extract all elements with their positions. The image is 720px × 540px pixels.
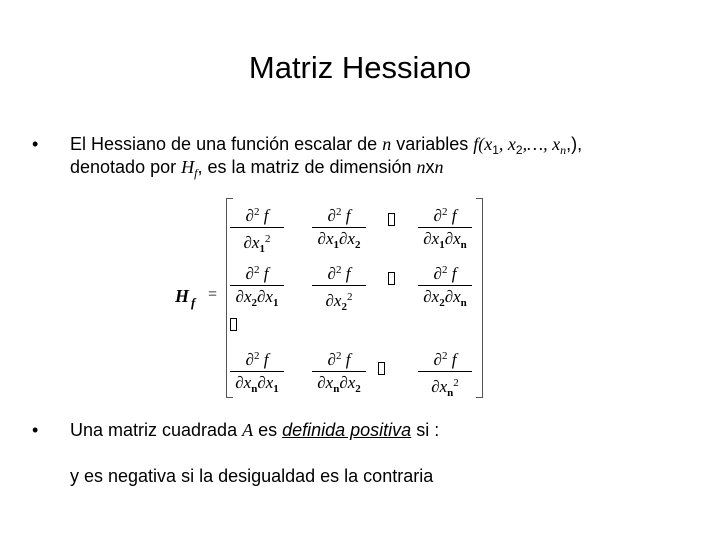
sub-2: 2 — [515, 143, 523, 157]
missing-glyph-box — [378, 362, 385, 375]
var-n: n — [416, 157, 426, 177]
bullet-dot: • — [32, 420, 39, 440]
bullet-text-line2 — [70, 156, 444, 184]
negative-note-text: y es negativa si la desigualdad es la contraria — [70, 466, 434, 486]
text: es — [253, 420, 283, 440]
entry-nn: ∂$^2$ f $\partial x_n^2$ — [414, 346, 476, 403]
entry-1n: ∂$^2$ f $\partial x_1\partial x_n$ — [414, 202, 476, 255]
var-n: n — [434, 157, 444, 177]
definida-positiva: definida positiva — [282, 420, 412, 440]
var-n: n — [382, 134, 392, 154]
text: ,), — [566, 134, 583, 154]
missing-glyph-box — [388, 272, 395, 285]
entry-21: ∂$^2$ f $\partial x_2\partial x_1$ — [226, 260, 288, 313]
entry-n2: ∂$^2$ f $\partial x_n\partial x_2$ — [308, 346, 370, 399]
entry-n1: ∂$^2$ f $\partial x_n\partial x_1$ — [226, 346, 288, 399]
entry-22: ∂$^2$ f $\partial x_2^2$ — [308, 260, 370, 317]
sub-n: n — [560, 143, 567, 157]
text: variables — [391, 134, 474, 154]
bullet-text — [70, 419, 439, 441]
bullet-dot: • — [32, 134, 39, 154]
sep: , x — [498, 134, 516, 154]
text: , es la matriz de dimensión — [197, 157, 417, 177]
sep: ,…, x — [522, 134, 561, 154]
text: denotado por — [70, 157, 182, 177]
missing-glyph-box — [230, 318, 237, 331]
text: Una matriz cuadrada — [70, 420, 243, 440]
equals-sign: = — [208, 286, 218, 303]
text: x — [425, 157, 435, 177]
matrix-label — [175, 286, 195, 311]
var-H: H — [181, 157, 195, 177]
right-bracket — [476, 198, 483, 398]
entry-12: ∂$^2$ f $\partial x_1\partial x_2$ — [308, 202, 370, 255]
missing-glyph-box — [388, 213, 395, 226]
label-sub-f: f — [191, 295, 196, 310]
text: si : — [411, 420, 440, 440]
text: El Hessiano de una función escalar de — [70, 134, 383, 154]
slide-title: Matriz Hessiano — [248, 50, 472, 85]
var-A: A — [242, 420, 254, 440]
sub-f: f — [194, 166, 198, 180]
entry-2n: ∂$^2$ f $\partial x_2\partial x_n$ — [414, 260, 476, 313]
entry-11: ∂$^2$ f $\partial x_1^2$ — [226, 202, 288, 259]
label-H: H — [175, 286, 190, 306]
sub-1: 1 — [492, 143, 499, 157]
func-f: f(x — [473, 134, 493, 154]
